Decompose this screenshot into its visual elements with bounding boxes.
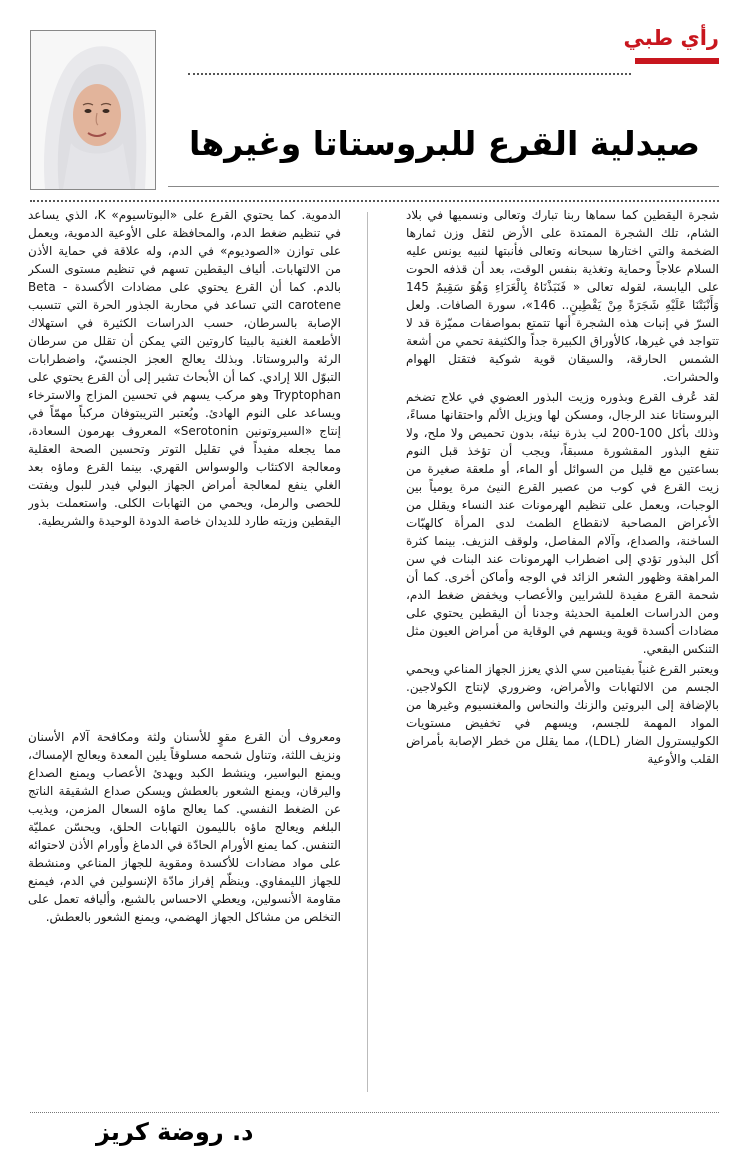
article-column-left xyxy=(28,206,341,716)
author-portrait-icon xyxy=(31,31,155,189)
paragraph: ومعروف أن القرع مقوٍ للأسنان ولثة ومكافحة آلام الأسنان ونزيف اللثة، وتناول شحمه مسلوقاً يلين المعدة ويعالج الإمساك، ويمنع البواسير، وينشط الكبد ويهدئ الأعصاب ويمنع الصداع واليرقان، ويمنع الشعور بالعطش ويسكن صداع الشقيقة الناتج عن الضغط النفسي. كما يعالج ماؤه السعال المزمن، ويذيب البلغم ويعالج ماؤه بالليمون التهابات الحلق، ويحسّن عمليّة التنفس. كما يمنع الأورام الحادّة في الدماغ وأورام الأذن لاحتوائه على مواد مضادات للأكسدة ومقوية للجهاز المناعي ومنشطة للجهاز الليمفاوي. وينظّم إفراز مادّة الإنسولين في الدم، فيمنع مقاومة الأنسولين، ويعطي الاحساس بالشبع، وأليافه تعمل على التخلص من مشاكل الجهاز الهضمي، ويمنع الشعور بالعطش. xyxy=(28,730,341,924)
paragraph: شجرة اليقطين كما سماها ربنا تبارك وتعالى ونسميها في بلاد الشام، تلك الشجرة الممتدة على الأرض لثقل وزن ثمارها الضخمة والتي اختارها سبحانه وتعالى فأنبتها لنبيه يونس عليه السلام علاجاً وحماية وتغذية بنفس الوقت، بعد أن قذفه الحوت على اليابسة، لقوله تعالى « فَنَبَذْنَاهُ بِالْعَرَاءِ وَهُوَ سَقِيمٌ 145 وَأَنْبَتْنَا عَلَيْهِ شَجَرَةً مِنْ يَقْطِينٍ.. 146»، سورة الصافات. ولعل السرّ في إنبات هذه الشجرة أنها تتمتع بمواصفات مميّزة قد لا تتواجد في غيرها، كالأوراق الكبيرة جداً والكثيفة تحمي من أشعة الشمس الحارقة، والسيقان قوية شوكية فتقتل الهوام والحشرات. xyxy=(406,208,719,384)
article-column-right xyxy=(406,206,719,1106)
footer-rule xyxy=(30,1112,719,1113)
article-headline: صيدلية القرع للبروستاتا وغيرها xyxy=(188,124,701,163)
paragraph: ويعتبر القرع غنياً بفيتامين سي الذي يعزز الجهاز المناعي ويحمي الجسم من الالتهابات والأمراض، وضروري لإنتاج الكولاجين. بالإضافة إلى البروتين والزنك والنحاس والمغنسيوم وغيرها من المواد المهمة للجسم، ويسهم في تخفيض مستويات الكوليسترول الضار (LDL)، مما يقلل من خطر الإصابة بأمراض القلب والأوعية xyxy=(406,662,719,766)
article-column-left-continued xyxy=(28,728,341,1108)
section-accent-bar xyxy=(635,58,719,64)
paragraph: الدموية. كما يحتوي القرع على «البوتاسيوم» K، الذي يساعد في تنظيم ضغط الدم، والمحافظة على الأوعية الدموية، ويعمل على توازن «الصوديوم» في الدم، وله علاقة في حماية الأذن من الالتهابات. ألياف اليقطين تسهم في تنظيم مستوى السكر بالدم. كما أن القرع يحتوي على مضادات الأكسدة Beta -carotene التي تساعد في محاربة الجذور الحرة التي تتسبب الإصابة بالسرطان، حسب الدراسات الكثيرة في استهلاك الأطعمة الغنية بالبيتا كاروتين التي يمكن أن تقلل من سرطان الرئة والبروستاتا. وبذلك يعالج العجز الجنسيّ، واضطرابات التبوّل اللا إرادي. كما أن الأبحاث تشير إلى أن القرع يحتوي على Tryptophan وهو مركب يسهم في تحسين المزاج والاسترخاء ويساعد على النوم الهادئ. ويُعتبر التريبتوفان مركباً مهمّاً في إنتاج «السيروتونين Serotonin» المعروف بهرمون السعادة، مما يجعله مفيداً في تقليل التوتر وتحسين الصحة العقلية ومعالجة الاكتئاب والوسواس القهري. بينما القرع وماؤه بعد الغلي ينفع لمعالجة أمراض الجهاز البولي فيدر للبول ويفتت للحصى والرمل، ويحمي من التهابات الكلى. واستعملت بذور اليقطين وزيته طارد للديدان خاصة الدودة الوحيدة والشريطية. xyxy=(28,208,341,528)
column-gutter-rule xyxy=(367,212,368,1092)
author-photo xyxy=(30,30,156,190)
header-dotted-divider xyxy=(188,73,631,75)
columns-dotted-divider xyxy=(30,200,719,202)
headline-rule xyxy=(168,186,719,187)
section-label: رأي طبي xyxy=(623,26,719,50)
paragraph: لقد عُرف القرع وبذوره وزيت البذور العضوي في علاج تضخم البروستاتا عند الرجال، ومسكن لها ويزيل الألم واحتقانها مساءً، وذلك بأكل 100-200 لب بذرة نيئة، بدون تحميص ولا ملح، ولا تنفع البذور المقشورة مسبقاً، ويجب أن تؤخذ قبل النوم بساعتين مع قليل من السوائل أو الماء، أو ملعقة صغيرة من زيت القرع في كوب من عصير القرع النيئ مرة يومياً بين الوجبات، ويعمل على تنظيم الهرمونات عند النساء ويقلل من الأعراض المصاحبة لانقطاع الطمث لدى المرأة كالهبّات الساخنة، والصداع، وآلام المفاصل، ولوقف النزيف. بينما كثرة أكل البذور تؤدي إلى اضطراب الهرمونات عند البنات في سن المراهقة وظهور الشعر الزائد في الوجه وأماكن أخرى. كما أن شحمة القرع مفيدة للشرايين والأعصاب ويخفض ضغط الدم، ومن الدراسات العلمية الحديثة وجدنا أن اليقطين يحتوي على مضادات أكسدة قوية ويسهم في الوقاية من أمراض العيون مثل التنكس البقعي. xyxy=(406,390,719,656)
author-byline: د. روضة كريز xyxy=(96,1118,254,1146)
